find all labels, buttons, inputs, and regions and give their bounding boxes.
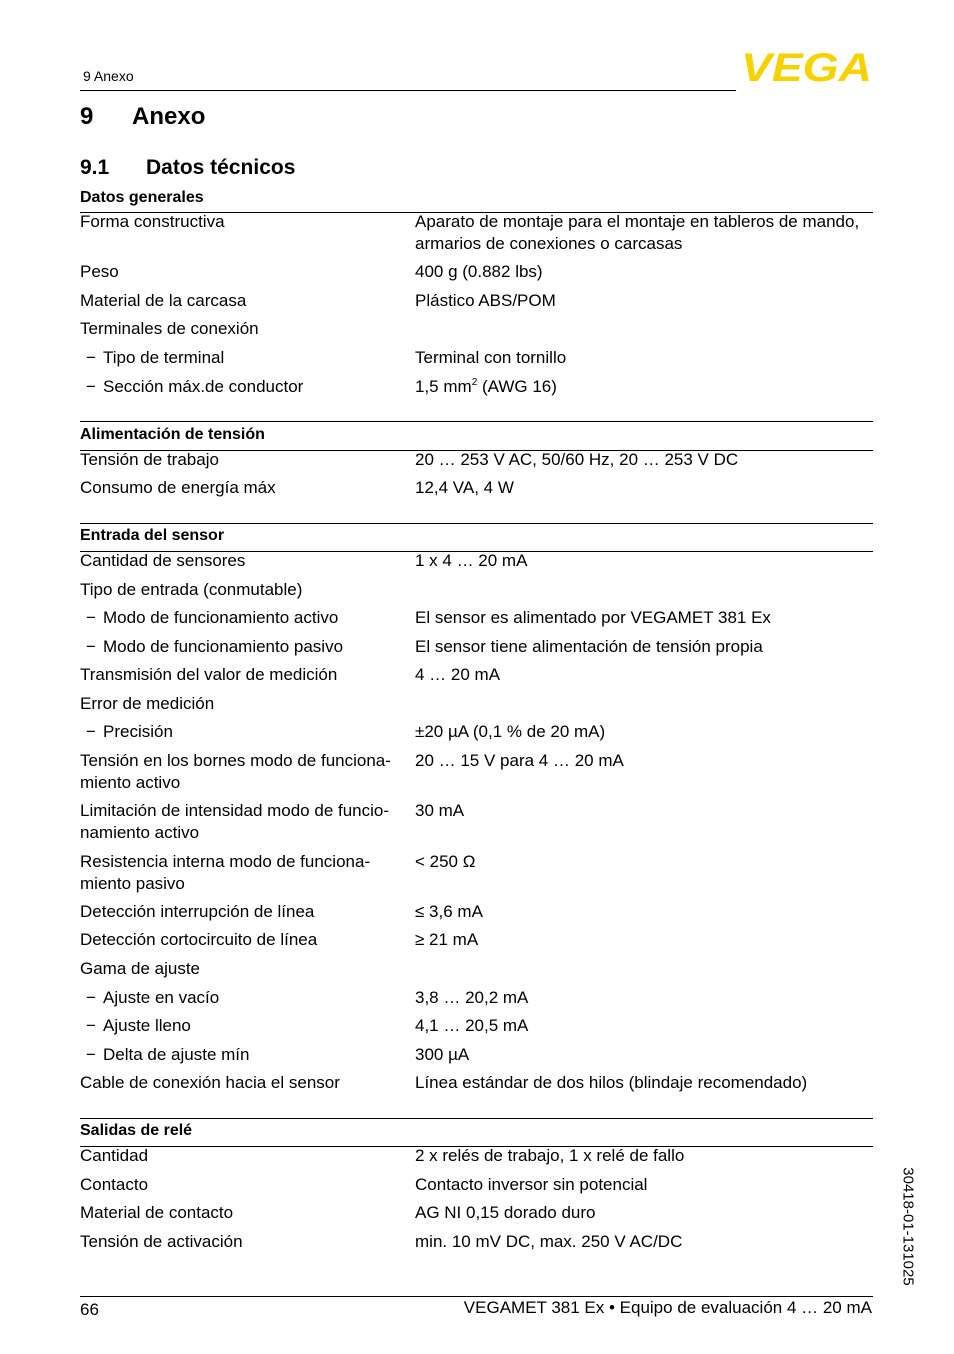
spec-label (86, 607, 416, 629)
spec-label (80, 579, 410, 601)
chapter-heading (80, 103, 205, 131)
spec-value: ±20 µA (0,1 % de 20 mA) (415, 722, 606, 741)
spec-value: AG NI 0,15 dorado duro (415, 1203, 596, 1222)
spec-value: min. 10 mV DC, max. 250 V AC/DC (415, 1232, 683, 1251)
spec-label (86, 987, 416, 1009)
spec-label (86, 721, 416, 743)
spec-label-text: Tipo de terminal (103, 348, 225, 367)
vega-logo (741, 50, 872, 84)
spec-label (86, 1015, 416, 1037)
spec-value: El sensor es alimentado por VEGAMET 381 Ex (415, 608, 771, 627)
spec-value: 2 x relés de trabajo, 1 x relé de fallo (415, 1146, 685, 1165)
spec-label (80, 261, 410, 283)
document-code: 30418-01-131025 (899, 1167, 917, 1286)
spec-label-text: Detección cortocircuito de línea (80, 930, 318, 949)
spec-value: Aparato de montaje para el montaje en tableros de mando, armarios de conexiones o carcasas (415, 212, 860, 253)
spec-value: 30 mA (415, 801, 465, 820)
bullet-dash: − (86, 1045, 96, 1064)
section-end-rule (80, 1118, 873, 1119)
section-end-rule (80, 523, 873, 524)
bullet-dash: − (86, 377, 96, 396)
svg-text:VEGA: VEGA (741, 50, 872, 84)
spec-label-text: Modo de funcionamiento pasivo (103, 637, 344, 656)
spec-label-text: Cantidad de sensores (80, 551, 246, 570)
chapter-title: Anexo (132, 103, 206, 130)
spec-label (80, 1231, 410, 1253)
spec-label-text: Detección interrupción de línea (80, 902, 315, 921)
section-title: Alimentación de tensión (80, 426, 265, 443)
section-end-rule (80, 421, 873, 422)
spec-label (80, 929, 410, 951)
spec-label-text: Ajuste lleno (103, 1016, 191, 1035)
spec-label (80, 1072, 410, 1094)
spec-value (415, 376, 873, 398)
bullet-dash: − (86, 608, 96, 627)
spec-label-text: Material de la carcasa (80, 291, 247, 310)
spec-label-text: Tensión de activación (80, 1232, 243, 1251)
spec-value: 4 … 20 mA (415, 665, 501, 684)
spec-value: 4,1 … 20,5 mA (415, 1016, 529, 1035)
footer-title: VEGAMET 381 Ex • Equipo de evaluación 4 … 20 mA (463, 1298, 872, 1317)
spec-label-text: Cantidad (80, 1146, 149, 1165)
spec-value: Terminal con tornillo (415, 348, 567, 367)
section-title: Salidas de relé (80, 1122, 193, 1139)
subchapter-heading (80, 156, 295, 180)
spec-label-text: Contacto (80, 1175, 149, 1194)
spec-label-text: Precisión (103, 722, 173, 741)
spec-label (86, 636, 416, 658)
superscript: 2 (471, 377, 478, 388)
spec-label-text: Ajuste en vacío (103, 988, 220, 1007)
spec-label (86, 376, 416, 398)
page-number: 66 (80, 1300, 99, 1319)
spec-value: Línea estándar de dos hilos (blindaje recomendado) (415, 1073, 808, 1092)
subchapter-number: 9.1 (80, 156, 110, 179)
running-header: 9 Anexo (83, 68, 134, 84)
section-title: Entrada del sensor (80, 527, 225, 544)
spec-label (80, 800, 410, 844)
spec-value: 400 g (0.882 lbs) (415, 262, 543, 281)
spec-value: 20 … 15 V para 4 … 20 mA (415, 751, 624, 770)
spec-label (80, 664, 410, 686)
bullet-dash: − (86, 637, 96, 656)
header-rule (80, 90, 736, 91)
spec-label-text: Material de contacto (80, 1203, 234, 1222)
spec-label (80, 750, 410, 794)
spec-label (80, 958, 410, 980)
spec-label-text: Peso (80, 262, 119, 281)
spec-label (80, 1174, 410, 1196)
spec-label-text: Forma constructiva (80, 212, 225, 231)
spec-label-text: Delta de ajuste mín (103, 1045, 250, 1064)
spec-value: ≥ 21 mA (415, 930, 479, 949)
bullet-dash: − (86, 1016, 96, 1035)
spec-label-text: Resistencia interna modo de funciona-miento pasivo (80, 852, 371, 893)
spec-label (80, 901, 410, 923)
subchapter-title: Datos técnicos (146, 156, 296, 179)
spec-label (80, 693, 410, 715)
spec-label-text: Tensión de trabajo (80, 450, 219, 469)
spec-value: Contacto inversor sin potencial (415, 1175, 648, 1194)
spec-value-text: 1,5 mm (415, 377, 472, 396)
bullet-dash: − (86, 988, 96, 1007)
spec-label (80, 477, 410, 499)
spec-label (86, 1044, 416, 1066)
spec-value: 3,8 … 20,2 mA (415, 988, 529, 1007)
spec-value: 12,4 VA, 4 W (415, 478, 514, 497)
spec-label (80, 290, 410, 312)
spec-value: 300 µA (415, 1045, 470, 1064)
spec-label-text: Limitación de intensidad modo de funcio-namiento activo (80, 801, 390, 842)
spec-label-text: Cable de conexión hacia el sensor (80, 1073, 340, 1092)
spec-label-text: Transmisión del valor de medición (80, 665, 338, 684)
bullet-dash: − (86, 348, 96, 367)
spec-value: 1 x 4 … 20 mA (415, 551, 528, 570)
spec-label-text: Consumo de energía máx (80, 478, 276, 497)
spec-label (80, 1202, 410, 1224)
spec-label-text: Gama de ajuste (80, 959, 201, 978)
spec-value: Plástico ABS/POM (415, 291, 556, 310)
spec-value: 20 … 253 V AC, 50/60 Hz, 20 … 253 V DC (415, 450, 739, 469)
spec-label-text: Modo de funcionamiento activo (103, 608, 339, 627)
spec-label-text: Tensión en los bornes modo de funciona-miento activo (80, 751, 391, 792)
spec-label (80, 1145, 410, 1167)
spec-label-text: Terminales de conexión (80, 319, 259, 338)
footer-rule (80, 1296, 873, 1297)
spec-label (80, 550, 410, 572)
spec-label-text: Error de medición (80, 694, 215, 713)
spec-label (80, 449, 410, 471)
chapter-number: 9 (80, 103, 94, 130)
section-title: Datos generales (80, 189, 204, 206)
spec-label (86, 347, 416, 369)
spec-label (80, 318, 410, 340)
spec-label-text: Sección máx.de conductor (103, 377, 304, 396)
spec-value-text: (AWG 16) (477, 377, 557, 396)
spec-label (80, 851, 410, 895)
spec-value: ≤ 3,6 mA (415, 902, 483, 921)
spec-value: El sensor tiene alimentación de tensión propia (415, 637, 763, 656)
spec-label-text: Tipo de entrada (conmutable) (80, 580, 303, 599)
spec-label (80, 211, 410, 233)
bullet-dash: − (86, 722, 96, 741)
spec-value: < 250 Ω (415, 852, 476, 871)
